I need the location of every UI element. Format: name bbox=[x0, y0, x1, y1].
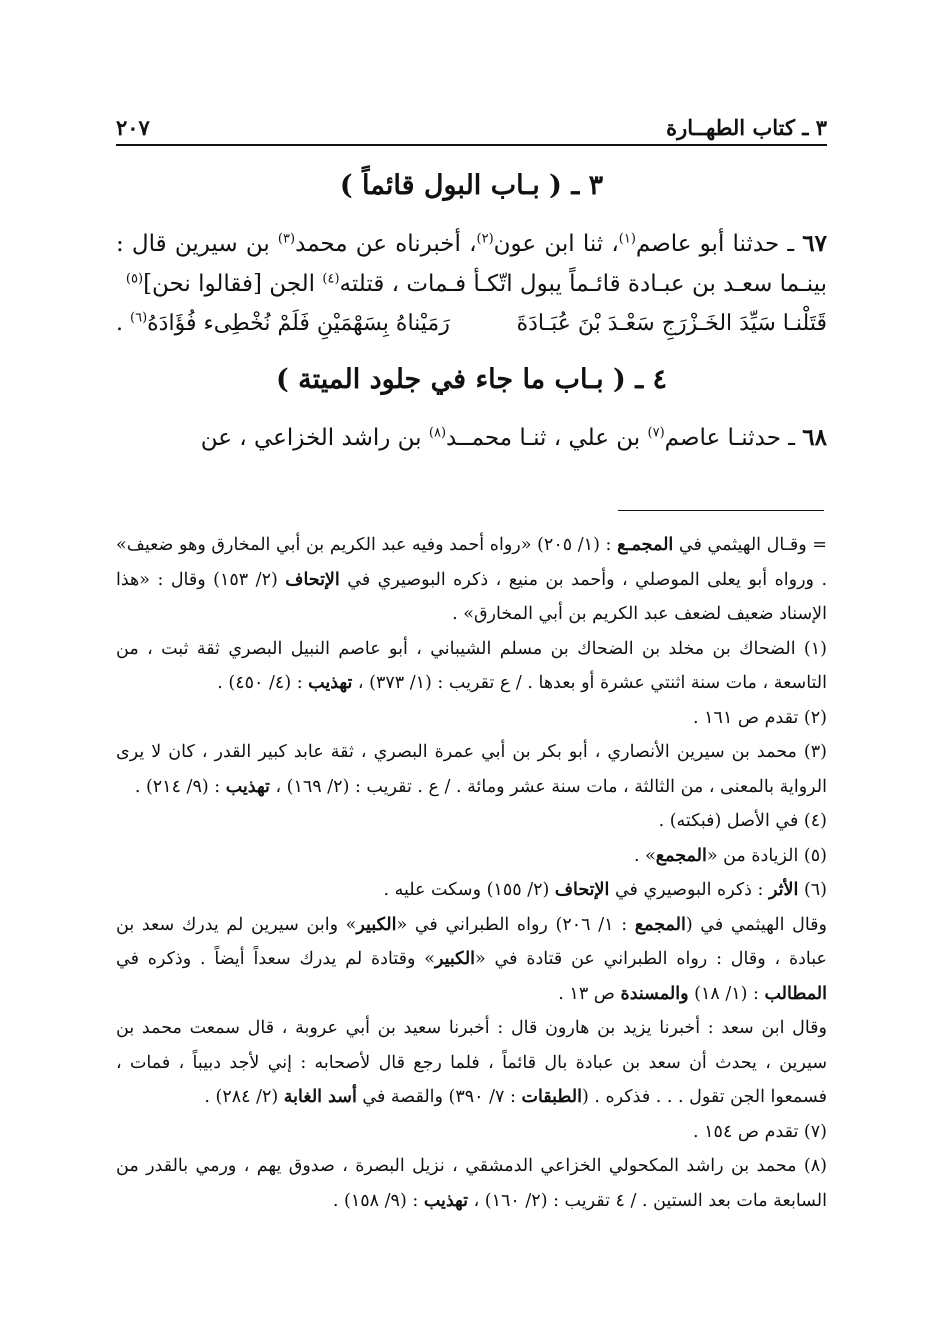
note-bold: تهذيب bbox=[308, 673, 353, 693]
hadith-text: بن راشد الخزاعي ، عن bbox=[200, 425, 429, 451]
hadith-text: بن علي ، ثنـا محمــد bbox=[446, 425, 648, 451]
note-bold: والمسندة bbox=[620, 983, 689, 1004]
hadith-number: ٦٧ bbox=[802, 230, 827, 257]
note-bold: الطبقات bbox=[521, 1087, 582, 1107]
footnote-5 bbox=[116, 839, 827, 874]
note-text: : ذكره البوصيري في bbox=[609, 880, 769, 900]
footnote-3 bbox=[116, 735, 827, 804]
footnote-1 bbox=[116, 632, 827, 701]
footnote-ref[interactable]: (٦) bbox=[130, 310, 148, 326]
note-text: (٥) الزيادة من « bbox=[706, 845, 827, 866]
note-text: : (١/ ١٨) bbox=[688, 983, 765, 1004]
verse-first-hemistich: قَتَلْنـا سَيِّدَ الخَـزْرَجِ سَعْـدَ بْنَ عُبَـادَةَ bbox=[516, 311, 827, 336]
note-text: » وابن سيرين لم يدرك سعد بن عبادة ، وقال : رواه الطبراني عن قتادة في « bbox=[116, 914, 827, 969]
footnotes bbox=[116, 528, 827, 1218]
note-text: (١) الضحاك بن مخلد بن الضحاك بن مسلم الشيباني ، أبو عاصم النبيل البصري ثقة ثبت ، من التاسعة ، مات سنة اثنتي عشرة أو بعدها . / ع تقريب : (١/ ٣٧٣) ، bbox=[116, 638, 827, 693]
verse-second-hemistich bbox=[116, 304, 450, 344]
note-bold: الإتحاف bbox=[285, 569, 340, 590]
hadith-text: ، أخبرناه عن محمد bbox=[295, 231, 477, 257]
poetry-verse bbox=[116, 304, 827, 344]
footnote-6 bbox=[116, 873, 827, 908]
note-text: (٢/ ٢٨٤) . bbox=[204, 1087, 284, 1107]
note-text: : ١/ ٢٠٦) رواه الطبراني في « bbox=[396, 914, 635, 935]
hadith-68 bbox=[116, 418, 827, 458]
hadith-text: بن سيرين قال : بينـما سعـد بن عبـادة قائـماً يبول اتّكـأ فـمات ، قتلته bbox=[116, 231, 827, 297]
verse-text: رَمَيْناهُ بِسَهْمَيْنِ فَلَمْ نُخْطِىء فُؤَادَهُ bbox=[147, 311, 450, 336]
footnote-7: (٧) تقدم ص ١٥٤ . bbox=[693, 1121, 827, 1142]
hadith-text: ـ حدثنـا عاصم bbox=[664, 425, 803, 451]
footnote-8 bbox=[116, 1149, 827, 1218]
footnote-4: (٤) في الأصل (فبكته) . bbox=[658, 811, 827, 831]
footnote-continuation bbox=[116, 528, 827, 632]
note-bold: المجمع bbox=[655, 845, 707, 866]
note-text: (٢/ ١٥٣) وقال : «هذا الإسناد ضعيف لضعف عبد الكريم بن أبي المخارق» . bbox=[116, 569, 827, 624]
chapter-3-title: ٣ ـ ( بـاب البول قائماً ) bbox=[339, 170, 604, 201]
note-text: (٦) bbox=[798, 880, 827, 900]
running-title: ٣ ـ كتاب الطهــارة bbox=[666, 115, 827, 140]
note-text: وقال الهيثمي في ( bbox=[685, 914, 827, 935]
hadith-text: ـ حدثنا أبو عاصم bbox=[635, 231, 803, 257]
hadith-number: ٦٨ bbox=[802, 424, 827, 451]
chapter-4-title: ٤ ـ ( بـاب ما جاء في جلود الميتة ) bbox=[275, 364, 668, 395]
note-bold: الكبير bbox=[434, 949, 476, 969]
note-bold: الأثر bbox=[769, 880, 799, 900]
footnote-6-haythami bbox=[116, 908, 827, 1012]
note-text: : ٧/ ٣٩٠) والقصة في bbox=[356, 1087, 522, 1107]
note-text: » وقتادة لم يدرك سعداً أيضاً . وذكره في bbox=[116, 949, 435, 969]
footnote-ref[interactable]: (١) bbox=[618, 231, 636, 247]
footnote-ref[interactable]: (٣) bbox=[277, 231, 296, 247]
note-bold: المجمع bbox=[634, 914, 686, 935]
hadith-text: الجن [فقالوا نحن] bbox=[143, 271, 323, 297]
verse-end: . bbox=[116, 311, 130, 336]
footnote-2: (٢) تقدم ص ١٦١ . bbox=[693, 707, 827, 728]
note-text: = وقـال الهيثمي في bbox=[673, 535, 827, 555]
note-bold: الكبير bbox=[356, 914, 397, 935]
footnote-ref[interactable]: (٥) bbox=[125, 271, 144, 287]
note-text: : (٩/ ١٥٨) . bbox=[332, 1190, 424, 1211]
note-text: ص ١٣ . bbox=[558, 983, 621, 1004]
note-text: : (١/ ٢٠٥) «رواه أحمد وفيه عبد الكريم بن أبي المخارق وهو ضعيف» . ورواه أبو يعلى الموصلي ، وأحمد بن منيع ، ذكره البوصيري في bbox=[116, 535, 828, 590]
hadith-67 bbox=[116, 224, 827, 304]
footnote-ref[interactable]: (٢) bbox=[476, 231, 494, 247]
footnote-ref[interactable]: (٨) bbox=[428, 425, 447, 441]
footnote-ref[interactable]: (٧) bbox=[647, 425, 665, 441]
note-text: » . bbox=[633, 845, 656, 866]
footnote-divider bbox=[618, 510, 824, 511]
footnote-ref[interactable]: (٤) bbox=[322, 271, 340, 287]
page-number: ٢٠٧ bbox=[116, 115, 150, 140]
note-text: : (٤/ ٤٥٠) . bbox=[217, 673, 309, 693]
page-header bbox=[116, 102, 827, 146]
note-bold: تهذيب bbox=[423, 1190, 468, 1211]
note-text: (٢/ ١٥٥) وسكت عليه . bbox=[383, 880, 555, 900]
note-text: : (٩/ ٢١٤) . bbox=[134, 776, 226, 797]
note-text: (٣) محمد بن سيرين الأنصاري ، أبو بكر بن أبي عمرة البصري ، ثقة عابد كبير القدر ، كان لا يرى الرواية بالمعنى ، من الثالثة ، مات سنة عشر ومائة . / ع . تقريب : (٢/ ١٦٩) ، bbox=[116, 742, 827, 797]
note-bold: تهذيب bbox=[225, 776, 270, 797]
note-text: وقال ابن سعد : أخبرنا يزيد بن هارون قال : أخبرنا سعيد بن أبي عروبة ، قال سمعت محمد بن سيرين ، يحدث أن سعد بن عبادة بال قائماً ، فلما رجع قال لأصحابه : إني لأجد دبيباً ، فمات ، فسمعوا الجن تقول . . . فذكره . ( bbox=[116, 1018, 827, 1107]
note-bold: المجمـع bbox=[617, 535, 674, 555]
note-text: (٨) محمد بن راشد المكحولي الخزاعي الدمشقي ، نزيل البصرة ، صدوق يهم ، ورمي بالقدر من السابعة مات بعد الستين . / ٤ تقريب : (٢/ ١٦٠) ، bbox=[116, 1156, 827, 1211]
hadith-text: ، ثنا ابن عون bbox=[493, 231, 619, 257]
note-bold: أسد الغابة bbox=[283, 1087, 357, 1107]
footnote-6-ibn-saad bbox=[116, 1011, 827, 1115]
note-bold: المطالب bbox=[764, 983, 827, 1004]
note-bold: الإتحاف bbox=[554, 880, 610, 900]
main-text bbox=[116, 160, 827, 458]
